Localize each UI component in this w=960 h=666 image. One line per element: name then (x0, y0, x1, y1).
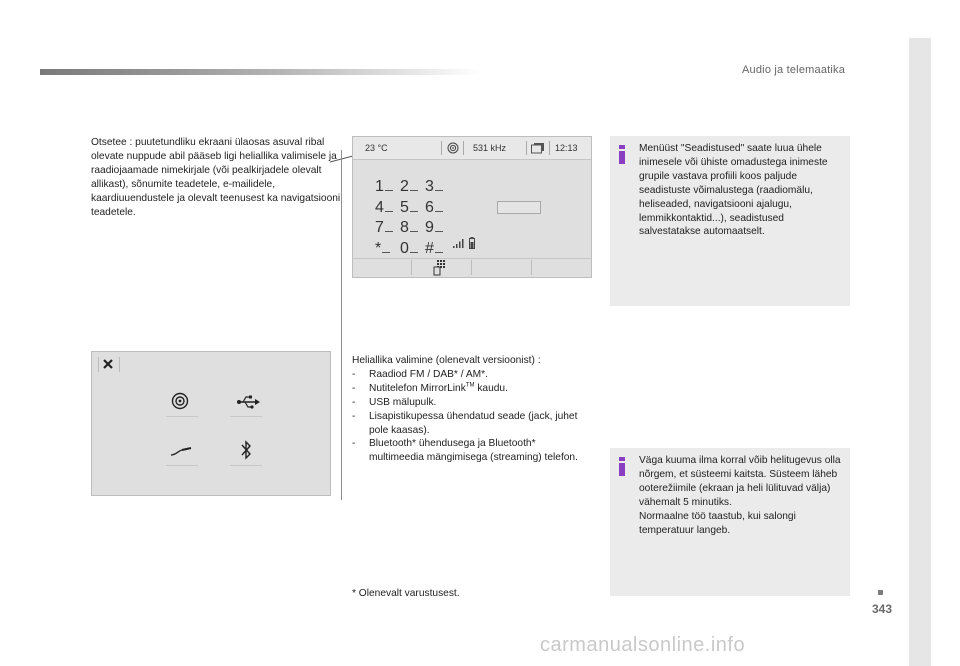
keypad-row (375, 198, 450, 219)
side-margin-bar (909, 38, 931, 666)
clock-readout: 12:13 (555, 143, 578, 153)
list-item: - Nutitelefon MirrorLink™ kaudu. (352, 382, 508, 394)
key-8[interactable]: 8 (400, 218, 425, 238)
key-3[interactable]: 3 (425, 177, 450, 197)
battery-icon (469, 237, 475, 249)
key-2[interactable]: 2 (400, 177, 425, 197)
keypad-row (375, 239, 450, 260)
page-number: 343 (872, 602, 893, 616)
media-source-screen-illustration (91, 351, 331, 496)
key-6[interactable]: 6 (425, 198, 450, 218)
phone-menu-icon[interactable] (433, 260, 447, 276)
info-icon (619, 457, 625, 476)
key-1[interactable]: 1 (375, 177, 400, 197)
messages-icon[interactable] (531, 142, 545, 154)
list-item: - Raadiod FM / DAB* / AM*. (352, 368, 488, 380)
key-4[interactable]: 4 (375, 198, 400, 218)
screen-status-bar (353, 137, 591, 160)
footnote: * Olenevalt varustusest. (352, 588, 460, 599)
key-7[interactable]: 7 (375, 218, 400, 238)
watermark: carmanualsonline.info (540, 634, 746, 656)
jack-aux-icon[interactable] (170, 445, 192, 457)
radio-icon[interactable] (447, 142, 459, 154)
usb-icon[interactable] (236, 395, 260, 409)
signal-strength-icon (453, 238, 465, 248)
bluetooth-icon[interactable] (240, 440, 252, 460)
close-icon[interactable] (103, 359, 113, 369)
keypad-row (375, 177, 450, 198)
chapter-title: Audio ja telemaatika (742, 64, 846, 76)
info-box-heat-text (639, 454, 844, 537)
info-icon (619, 145, 625, 164)
key-star[interactable]: * (375, 239, 400, 259)
key-0[interactable]: 0 (400, 239, 425, 259)
number-display-field (497, 201, 541, 214)
info-box-profiles-text (639, 142, 844, 239)
shortcut-paragraph (91, 136, 343, 219)
radio-source-icon[interactable] (171, 392, 189, 410)
key-5[interactable]: 5 (400, 198, 425, 218)
info-text: Normaalne töö taastub, kui salongi temperatuur langeb. (639, 510, 796, 536)
info-text: Väga kuuma ilma korral võib helitugevus olla nõrgem, et süsteemi kaitsta. Süsteem läheb ooterežiimile (ekraan ja heli lülituvad välja) vähemalt 5 minutiks. (639, 455, 841, 508)
list-item: - Lisapistikupessa ühendatud seade (jack, juhet pole kaasas). (352, 410, 578, 436)
list-item: - Bluetooth* ühendusega ja Bluetooth* multimeedia mängimisega (streaming) telefon. (352, 438, 578, 464)
info-text: Menüüst "Seadistused" saate luua ühele inimesele või ühiste omadustega inimeste grupile vastava profiili koos paljude seadistuste võimalustega (raadiomälu, heliseaded, navigatsiooni ajalugu, lemmikkontaktid...), seadistused salvestatakse automaatselt. (639, 143, 828, 238)
frequency-readout: 531 kHz (473, 143, 507, 153)
header-gradient-bar (40, 69, 480, 75)
source-intro: Heliallika valimine (olenevalt versioonist) : (352, 355, 541, 366)
info-box-profiles (610, 136, 850, 306)
list-item: - USB mälupulk. (352, 396, 437, 408)
page-marker (878, 590, 883, 595)
shortcut-text: Otsetee : puutetundliku ekraani ülaosas asuval ribal olevate nuppude abil pääseb ligi heliallika valimisele ja raadiojaamade nimekirjale (või pealkirjadele olevalt allikast), sõnumite teadetele, e-mailidele, kaardiuuendustele ja olevalt teenusest ka navigatsiooni teadetele. (91, 137, 341, 218)
telephone-screen-illustration (352, 136, 592, 278)
keypad-row (375, 218, 450, 239)
info-box-heat-protection (610, 448, 850, 596)
key-9[interactable]: 9 (425, 218, 450, 238)
key-hash[interactable]: # (425, 239, 450, 259)
source-selection-list (352, 354, 592, 465)
screen-bottom-divider (353, 258, 591, 259)
column-divider (341, 150, 342, 500)
temperature-readout: 23 °C (365, 143, 388, 153)
phone-keypad (375, 177, 450, 259)
